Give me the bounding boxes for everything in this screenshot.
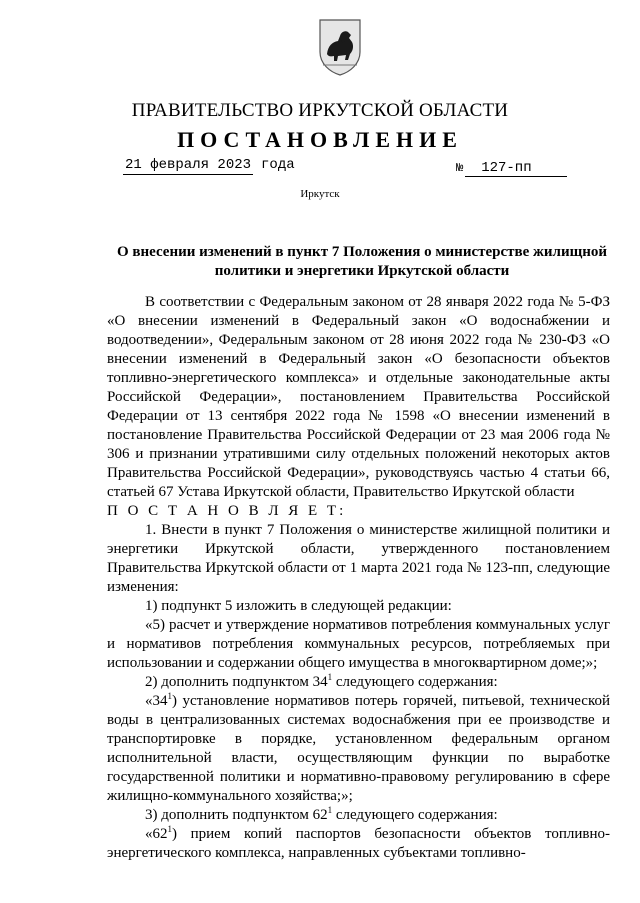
document-body — [107, 293, 610, 863]
paragraph-subpoint-3 — [107, 806, 610, 825]
superscript: 1 — [327, 672, 333, 682]
text-fragment: следующего содержания: — [332, 674, 498, 690]
paragraph-subpoint-62-1-text — [107, 825, 610, 863]
city: Иркутск — [300, 188, 340, 200]
text-fragment: следующего содержания: — [332, 807, 498, 823]
date-suffix: года — [261, 157, 295, 173]
superscript: 1 — [167, 691, 172, 701]
text-fragment: ) установление нормативов потерь горячей, питьевой, технической воды в централизованных системах водоснабжения при ее производстве и транспортировке в порядке, установленном федеральным органом исполнительной власти, осуществляющим функции по выработке государственной политики и нормативно-правовому регулированию в сфере жилищно-коммунального хозяйства;»; — [107, 693, 610, 804]
paragraph-1: 1. Внести в пункт 7 Положения о министерстве жилищной политики и энергетики Иркутской области, утвержденного постановлением Правительства Иркутской области от 1 марта 2021 года № 123-пп, следующие изменения: — [107, 522, 610, 595]
superscript: 1 — [327, 805, 333, 815]
document-title: О внесении изменений в пункт 7 Положения о министерстве жилищной политики и энергетики Иркутской области — [116, 244, 608, 279]
paragraph-subpoint-34-1-text — [107, 692, 610, 806]
coat-of-arms-icon — [318, 18, 362, 76]
paragraph-subpoint-5-text: «5) расчет и утверждение нормативов потребления коммунальных услуг и нормативов потребления коммунальных ресурсов, потребляемых при использовании и содержании общего имущества в многоквартирном доме;»; — [107, 617, 610, 671]
paragraph-subpoint-2 — [107, 673, 610, 692]
document-type: ПОСТАНОВЛЕНИЕ — [177, 127, 463, 152]
text-fragment: «34 — [145, 693, 168, 709]
text-fragment: 2) дополнить подпунктом 34 — [145, 674, 328, 690]
decree-word: П О С Т А Н О В Л Я Е Т: — [107, 503, 347, 519]
preamble-paragraph: В соответствии с Федеральным законом от 28 января 2022 года № 5-ФЗ «О внесении изменений в Федеральный закон «О водоснабжении и водоотведении», Федеральным законом от 28 июня 2022 года № 230-ФЗ «О внесении изменений в Федеральный закон «О безопасности объектов топливно-энергетического комплекса» и отдельные законодательные акты Российской Федерации», постановлением Правительства Российской Федерации от 13 сентября 2022 года № 1598 «О внесении изменений в постановление Правительства Российской Федерации от 23 мая 2006 года № 306 и признании утратившими силу отдельных положений некоторых актов Правительства Российской Федерации», руководствуясь частью 4 статьи 66, статьей 67 Устава Иркутской области, Правительство Иркутской области — [107, 294, 610, 500]
text-fragment: 3) дополнить подпунктом 62 — [145, 807, 328, 823]
superscript: 1 — [167, 824, 172, 834]
number-value: 127-пп — [465, 160, 567, 177]
number-sign: № — [456, 161, 464, 175]
text-fragment: ) прием копий паспортов безопасности объектов топливно-энергетического комплекса, направленных субъектами топливно- — [107, 826, 610, 861]
document-date — [123, 157, 295, 175]
text-fragment: «62 — [145, 826, 168, 842]
paragraph-subpoint-1: 1) подпункт 5 изложить в следующей редакции: — [145, 598, 452, 614]
document-number — [456, 160, 567, 177]
date-value: 21 февраля 2023 — [125, 157, 252, 173]
government-name: ПРАВИТЕЛЬСТВО ИРКУТСКОЙ ОБЛАСТИ — [131, 100, 509, 121]
